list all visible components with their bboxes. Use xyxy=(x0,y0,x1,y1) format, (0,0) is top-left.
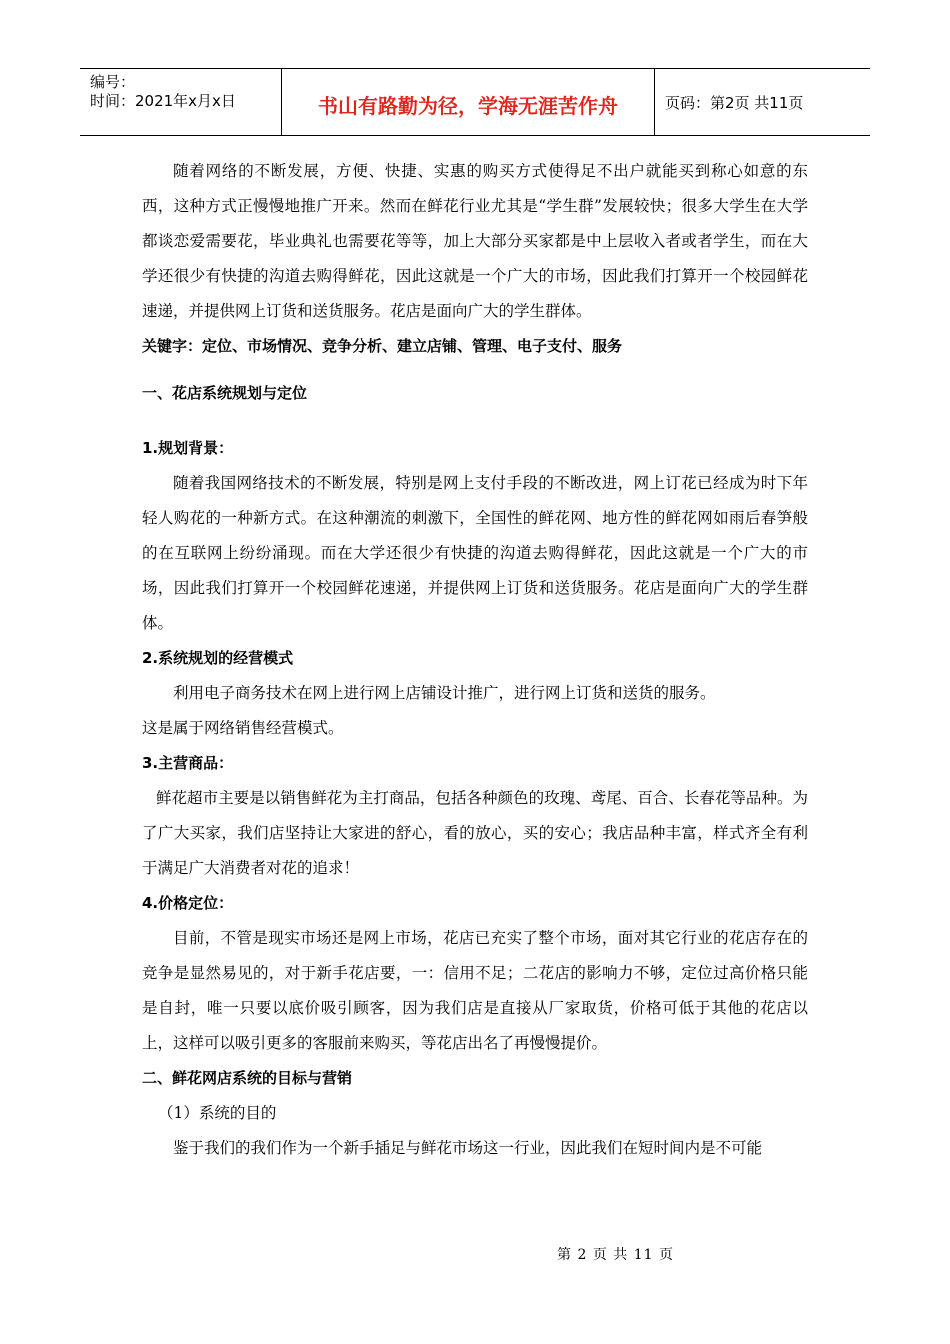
doc-time-label: 时间：2021年x月x日 xyxy=(90,92,236,110)
section1-item4-paragraph: 目前，不管是现实市场还是网上市场，花店已充实了整个市场，面对其它行业的花店存在的竞争是显然易见的，对于新手花店要，一：信用不足；二花店的影响力不够，定位过高价格只能是自封，唯一只要以底价吸引顾客，因为我们店是直接从厂家取货，价格可低于其他的花店以上，这样可以吸引更多的客服前来购买，等花店出名了再慢慢提价。 xyxy=(142,929,808,1052)
section1-title: 一、花店系统规划与定位 xyxy=(142,384,308,402)
section1-item3-heading: 3.主营商品： xyxy=(142,754,234,772)
header-motto: 书山有路勤为径，学海无涯苦作舟 xyxy=(282,69,655,135)
section1-item4-heading: 4.价格定位： xyxy=(142,894,234,912)
document-body xyxy=(142,154,808,1166)
section1-item1-paragraph: 随着我国网络技术的不断发展，特别是网上支付手段的不断改进，网上订花已经成为时下年轻人购花的一种新方式。在这种潮流的刺激下，全国性的鲜花网、地方性的鲜花网如雨后春笋般的在互联网上纷纷涌现。而在大学还很少有快捷的沟道去购得鲜花，因此这就是一个广大的市场，因此我们打算开一个校园鲜花速递，并提供网上订货和送货服务。花店是面向广大的学生群体。 xyxy=(142,474,808,632)
keywords-line: 关键字：定位、市场情况、竞争分析、建立店铺、管理、电子支付、服务 xyxy=(142,337,623,355)
section1-item2-paragraph-2: 这是属于网络销售经营模式。 xyxy=(142,719,344,737)
page-header xyxy=(80,68,870,136)
section2-paragraph: 鉴于我们的我们作为一个新手插足与鲜花市场这一行业，因此我们在短时间内是不可能 xyxy=(173,1139,763,1157)
doc-number-label: 编号： xyxy=(90,73,136,91)
section1-item3-paragraph: 鲜花超市主要是以销售鲜花为主打商品，包括各种颜色的玫瑰、鸢尾、百合、长春花等品种。为了广大买家，我们店坚持让大家进的舒心，看的放心，买的安心；我店品种丰富，样式齐全有利于满足广大消费者对花的追求！ xyxy=(142,789,808,877)
page-footer xyxy=(0,1244,950,1264)
header-meta xyxy=(80,69,282,135)
section2-title: 二、鲜花网店系统的目标与营销 xyxy=(142,1069,353,1087)
section1-item1-heading: 1.规划背景： xyxy=(142,439,234,457)
header-page-info: 页码：第2页 共11页 xyxy=(665,93,804,112)
intro-paragraph: 随着网络的不断发展，方便、快捷、实惠的购买方式使得足不出户就能买到称心如意的东西，这种方式正慢慢地推广开来。然而在鲜花行业尤其是“学生群”发展较快；很多大学生在大学都谈恋爱需要花，毕业典礼也需要花等等，加上大部分买家都是中上层收入者或者学生，而在大学还很少有快捷的沟道去购得鲜花，因此这就是一个广大的市场，因此我们打算开一个校园鲜花速递，并提供网上订货和送货服务。花店是面向广大的学生群体。 xyxy=(142,162,808,320)
section1-item2-paragraph: 利用电子商务技术在网上进行网上店铺设计推广，进行网上订货和送货的服务。 xyxy=(173,684,716,702)
footer-page-number: 第 2 页 共 11 页 xyxy=(557,1247,674,1263)
section1-item2-heading: 2.系统规划的经营模式 xyxy=(142,649,294,667)
section2-sub-heading: （1）系统的目的 xyxy=(158,1104,277,1122)
